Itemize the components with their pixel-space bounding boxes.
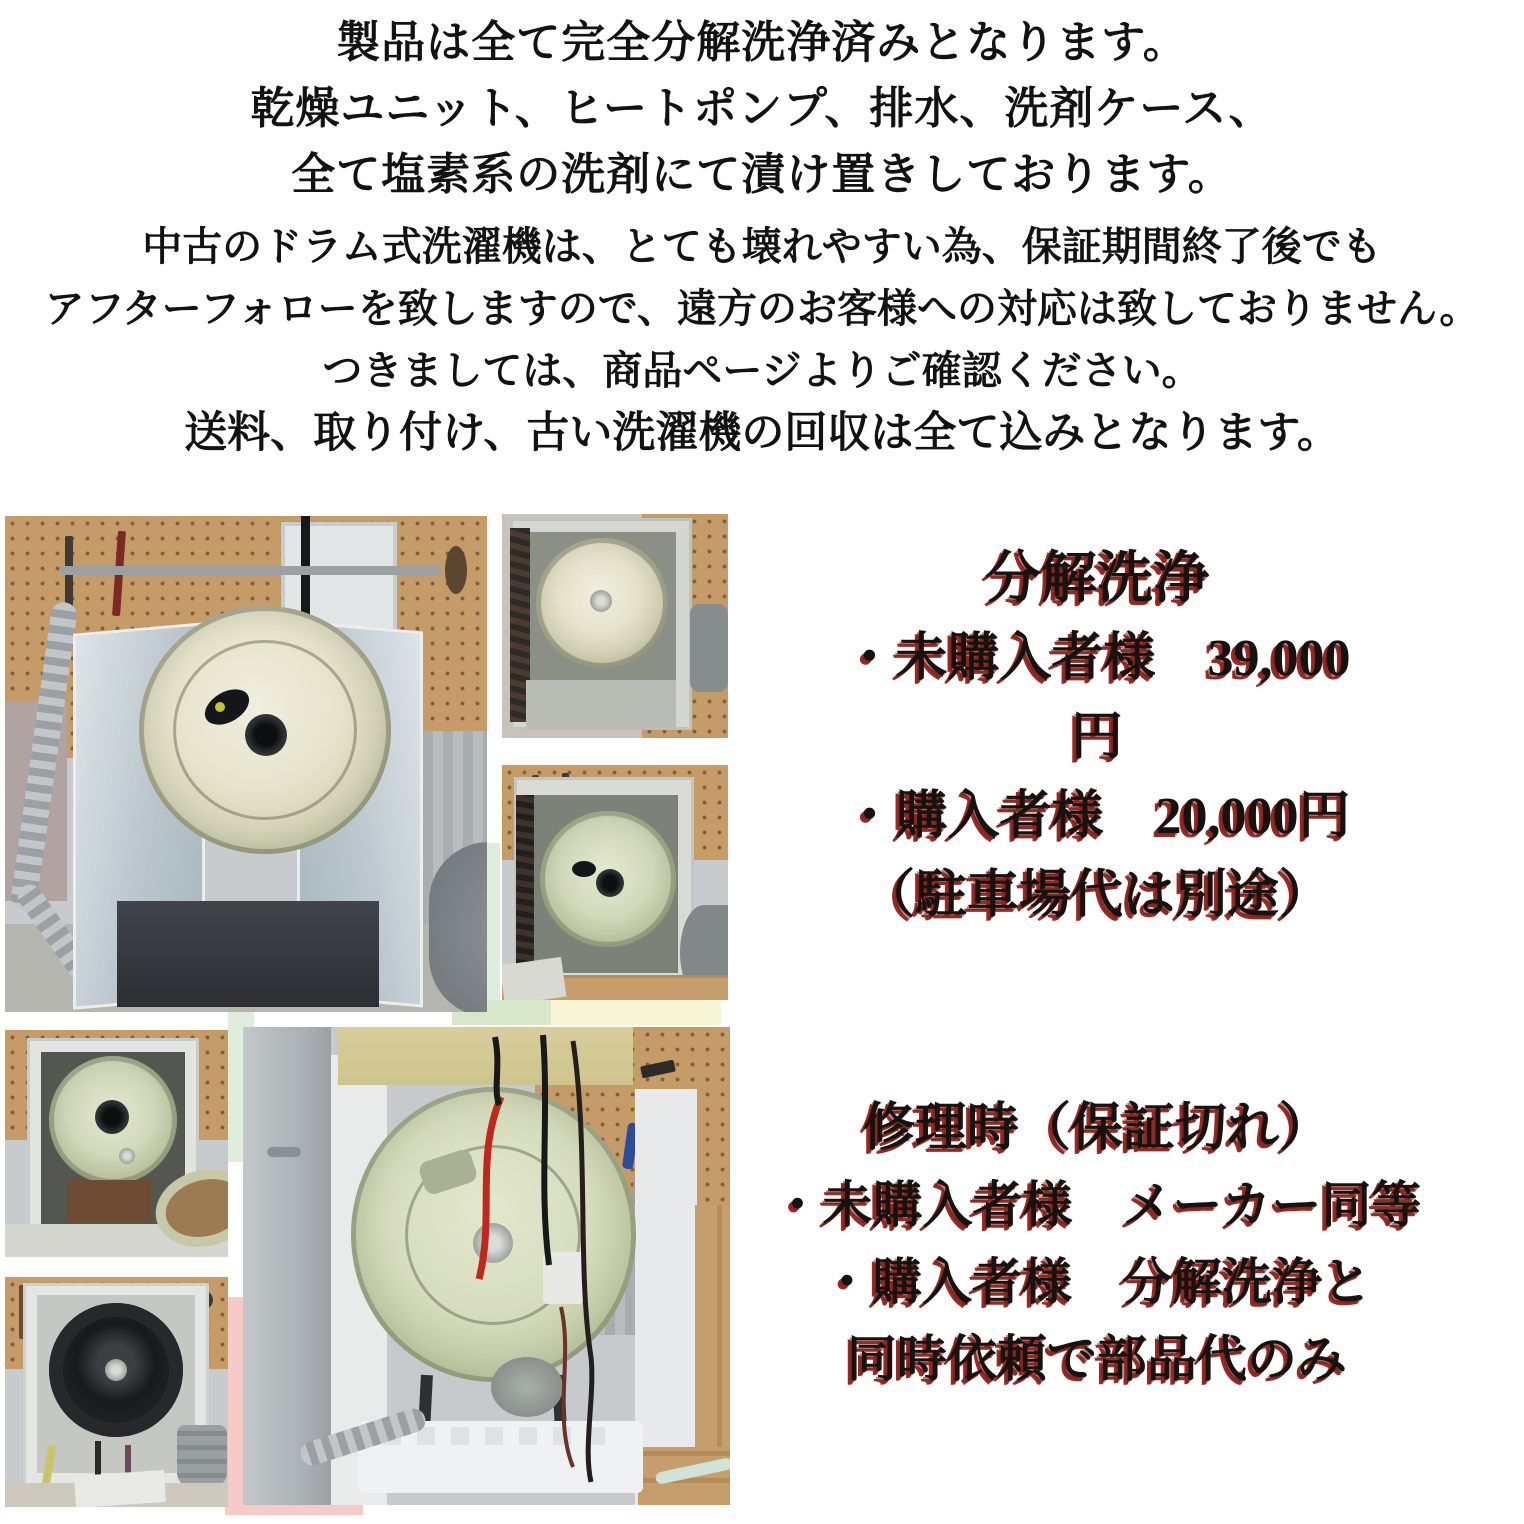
white-sill [502,957,566,1000]
shipping-text-block [0,408,1524,460]
bearing-oval [572,861,596,877]
notice-line-3: つきましては、商品ページよりご確認ください。 [322,348,1202,393]
cleaning-line-1: ・未購入者様 39,000 [843,630,1351,687]
wrapped-base [526,680,676,730]
repair-title: 修理時（保証切れ） [862,1100,1331,1157]
support-bar [60,566,442,575]
machine-base [117,901,379,1007]
intro-line-2: 乾燥ユニット、ヒートポンプ、排水、洗剤ケース、 [250,84,1274,133]
tub-hub [95,1100,129,1134]
photo-washer-rear-large [243,1027,730,1505]
repair-line-3: 同時依頼で部品代のみ [847,1331,1347,1387]
tub-hub [590,590,612,612]
yellow-dot [215,702,225,712]
cleaning-title: 分解洗浄 [985,548,1209,610]
notice-text-block [0,216,1524,402]
shipping-line: 送料、取り付け、古い洗濯機の回収は全て込みとなります。 [184,410,1340,457]
photo-washer-frame-top-small [502,514,728,738]
repair-price-block [735,1090,1459,1398]
intro-line-1: 製品は全て完全分解洗浄済みとなります。 [336,18,1188,67]
pastel-mint-strip [487,843,500,1020]
notice-line-2: アフターフォローを致しますので、遠方のお客様への対応は致しておりません。 [44,286,1480,331]
grey-basket [177,1425,227,1487]
photo-washer-frame-mid-small [502,765,728,1000]
tub-hub [245,714,287,756]
cleaning-line-3: ・購入者様 20,000円 [843,788,1351,845]
intro-line-3: 全て塩素系の洗剤にて漬け置きしております。 [291,150,1233,199]
intro-text-block [0,10,1524,208]
repair-line-2: ・購入者様 分解洗浄と [822,1254,1372,1310]
repair-line-1: ・未購入者様 メーカー同等 [772,1177,1422,1233]
photo-open-washer-front-large [5,516,487,1012]
tub-hub [596,869,624,897]
white-sheet [74,1470,166,1507]
cleaning-line-2: 円 [1070,709,1123,766]
drum-hub [105,1359,127,1381]
pastel-yellow-band [551,1000,721,1025]
wiring-harness [516,795,534,983]
notice-line-1: 中古のドラム式洗濯機は、とても壊れやすい為、保証期間終了後でも [142,224,1382,269]
grey-tub-piece [690,604,728,692]
cleaning-price-block [735,540,1459,935]
pulley-dot [119,1148,135,1164]
photo-washer-black-drum-small [5,1277,228,1507]
tool-silhouette [445,546,467,594]
rust-patch [67,1180,151,1222]
photo-washer-green-tub-small [5,1030,228,1257]
cleaning-line-4: （駐車場代は別途） [862,867,1331,924]
wires-overlay [243,1027,730,1505]
